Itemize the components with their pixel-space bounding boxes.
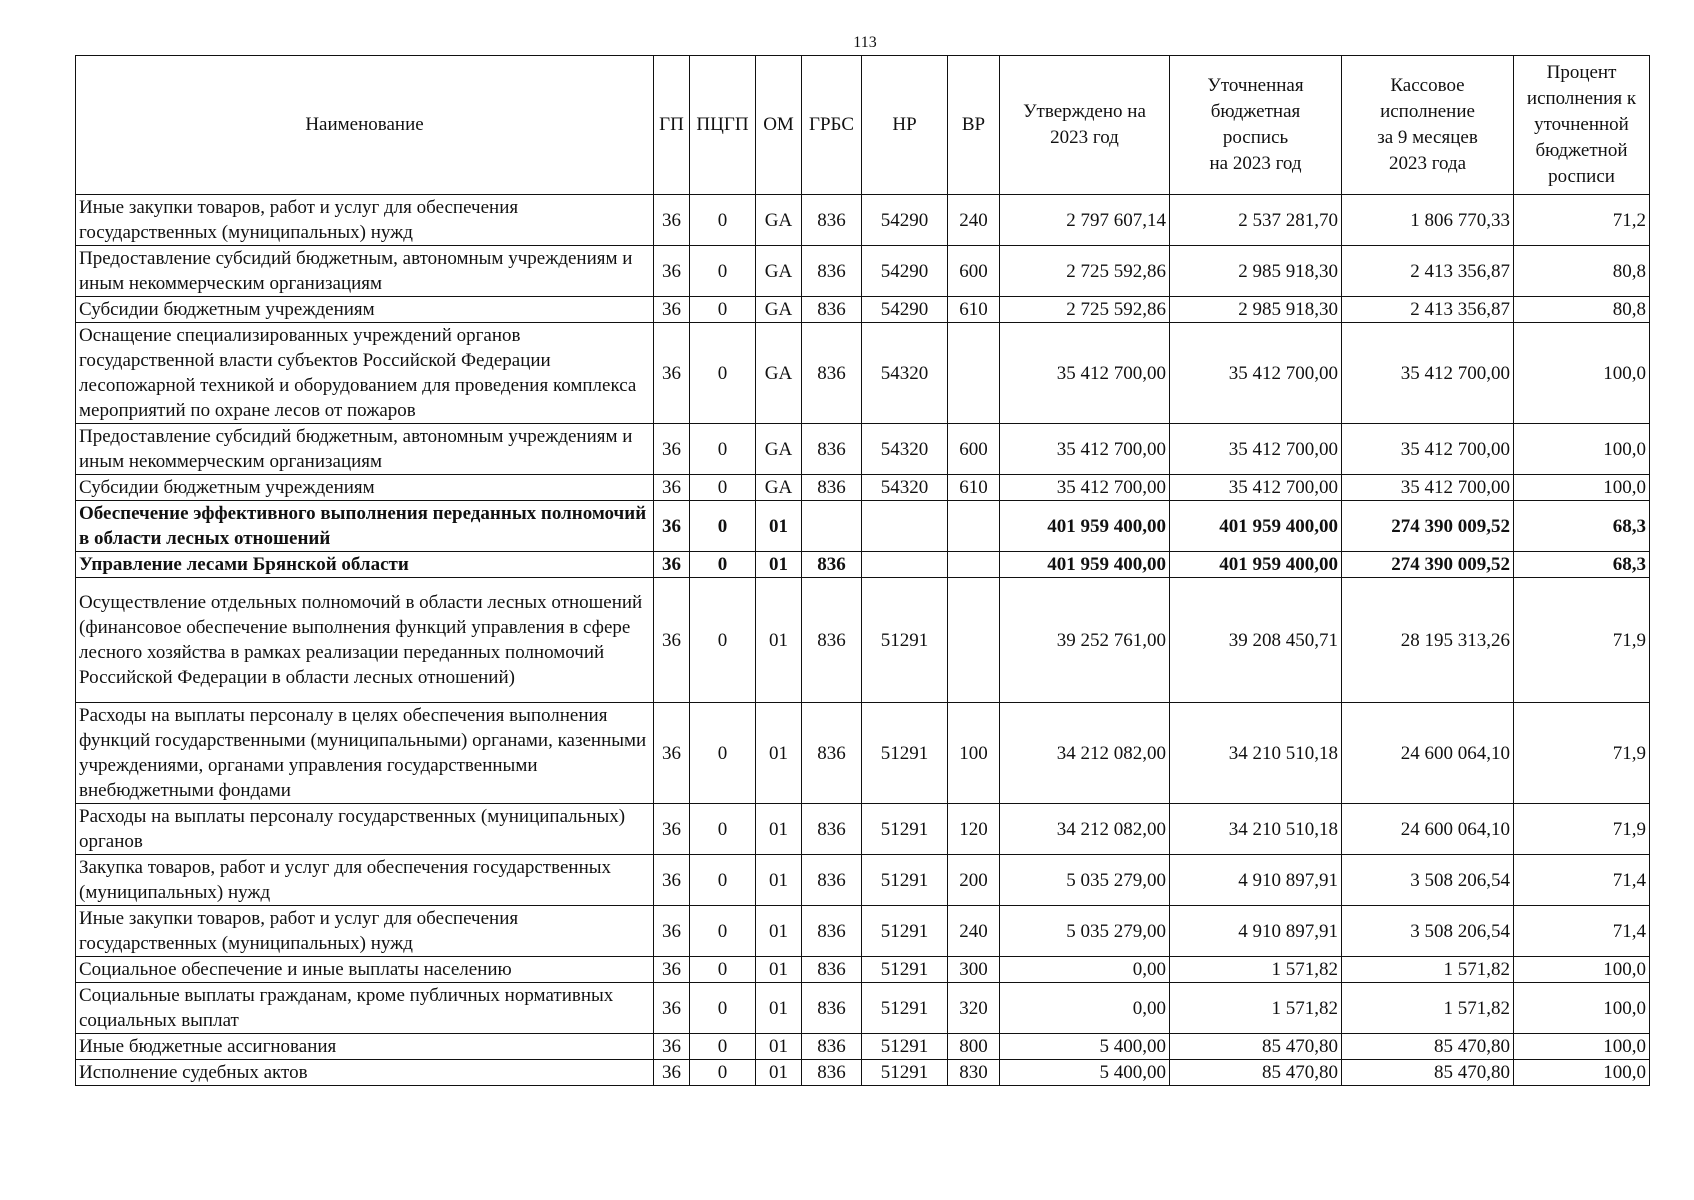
cell-ppgp: 0 xyxy=(690,475,756,501)
cell-percent: 100,0 xyxy=(1514,983,1650,1034)
cell-om: 01 xyxy=(756,501,802,552)
cell-np: 54290 xyxy=(862,297,948,323)
cell-grbs: 836 xyxy=(802,1060,862,1086)
cell-ppgp: 0 xyxy=(690,855,756,906)
table-row xyxy=(76,906,1650,957)
cell-grbs: 836 xyxy=(802,552,862,578)
cell-name: Исполнение судебных актов xyxy=(76,1060,654,1086)
cell-gp: 36 xyxy=(654,804,690,855)
cell-approved: 2 797 607,14 xyxy=(1000,195,1170,246)
cell-approved: 35 412 700,00 xyxy=(1000,323,1170,424)
cell-approved: 2 725 592,86 xyxy=(1000,297,1170,323)
cell-grbs: 836 xyxy=(802,297,862,323)
cell-refined: 2 537 281,70 xyxy=(1170,195,1342,246)
header-refined-line: роспись xyxy=(1222,127,1289,148)
cell-ppgp: 0 xyxy=(690,552,756,578)
cell-vr xyxy=(948,501,1000,552)
header-approved-line: Утверждено на xyxy=(1023,101,1146,122)
table-row xyxy=(76,957,1650,983)
cell-np: 51291 xyxy=(862,855,948,906)
table-row xyxy=(76,1060,1650,1086)
header-cash-line: за 9 месяцев xyxy=(1377,127,1478,148)
cell-approved: 0,00 xyxy=(1000,983,1170,1034)
cell-vr: 600 xyxy=(948,246,1000,297)
cell-approved: 39 252 761,00 xyxy=(1000,578,1170,703)
cell-om: 01 xyxy=(756,804,802,855)
table-row xyxy=(76,804,1650,855)
cell-name: Иные закупки товаров, работ и услуг для обеспечения государственных (муниципальных) нужд xyxy=(76,906,654,957)
cell-approved: 5 035 279,00 xyxy=(1000,855,1170,906)
cell-cash: 274 390 009,52 xyxy=(1342,552,1514,578)
cell-grbs xyxy=(802,501,862,552)
header-refined-line: бюджетная xyxy=(1210,101,1301,122)
cell-grbs: 836 xyxy=(802,195,862,246)
cell-vr: 320 xyxy=(948,983,1000,1034)
cell-ppgp: 0 xyxy=(690,424,756,475)
cell-approved: 5 400,00 xyxy=(1000,1034,1170,1060)
cell-approved: 35 412 700,00 xyxy=(1000,475,1170,501)
cell-ppgp: 0 xyxy=(690,323,756,424)
cell-approved: 401 959 400,00 xyxy=(1000,501,1170,552)
cell-om: 01 xyxy=(756,855,802,906)
cell-percent: 71,2 xyxy=(1514,195,1650,246)
cell-gp: 36 xyxy=(654,983,690,1034)
cell-refined: 85 470,80 xyxy=(1170,1034,1342,1060)
header-approved xyxy=(1000,56,1170,195)
header-percent-line: исполнения к xyxy=(1526,88,1637,109)
cell-cash: 2 413 356,87 xyxy=(1342,297,1514,323)
cell-percent: 100,0 xyxy=(1514,1034,1650,1060)
cell-name: Социальное обеспечение и иные выплаты населению xyxy=(76,957,654,983)
cell-gp: 36 xyxy=(654,703,690,804)
table-row xyxy=(76,578,1650,703)
cell-vr xyxy=(948,323,1000,424)
cell-name: Иные бюджетные ассигнования xyxy=(76,1034,654,1060)
cell-percent: 100,0 xyxy=(1514,475,1650,501)
cell-om: GA xyxy=(756,246,802,297)
cell-gp: 36 xyxy=(654,475,690,501)
cell-om: GA xyxy=(756,475,802,501)
header-refined-line: Уточненная xyxy=(1207,75,1304,96)
cell-np: 51291 xyxy=(862,906,948,957)
cell-np: 54320 xyxy=(862,475,948,501)
cell-vr: 830 xyxy=(948,1060,1000,1086)
table-row xyxy=(76,855,1650,906)
header-percent-line: уточненной xyxy=(1534,114,1629,135)
cell-grbs: 836 xyxy=(802,983,862,1034)
cell-vr: 600 xyxy=(948,424,1000,475)
header-gp: ГП xyxy=(654,56,690,195)
cell-vr: 100 xyxy=(948,703,1000,804)
cell-cash: 3 508 206,54 xyxy=(1342,906,1514,957)
cell-refined: 1 571,82 xyxy=(1170,957,1342,983)
cell-vr: 300 xyxy=(948,957,1000,983)
cell-ppgp: 0 xyxy=(690,1034,756,1060)
cell-np: 51291 xyxy=(862,578,948,703)
table-row xyxy=(76,552,1650,578)
cell-gp: 36 xyxy=(654,957,690,983)
cell-ppgp: 0 xyxy=(690,578,756,703)
cell-refined: 2 985 918,30 xyxy=(1170,246,1342,297)
cell-name: Социальные выплаты гражданам, кроме публичных нормативных социальных выплат xyxy=(76,983,654,1034)
header-refined xyxy=(1170,56,1342,195)
cell-name: Осуществление отдельных полномочий в области лесных отношений (финансовое обеспечение выполнения функций управления в сфере лесного хозяйства в рамках реализации переданных полномочий Российской Федерации в области лесных отношений) xyxy=(76,578,654,703)
cell-refined: 1 571,82 xyxy=(1170,983,1342,1034)
cell-percent: 68,3 xyxy=(1514,552,1650,578)
cell-vr: 240 xyxy=(948,195,1000,246)
cell-refined: 2 985 918,30 xyxy=(1170,297,1342,323)
cell-cash: 3 508 206,54 xyxy=(1342,855,1514,906)
header-percent-line: росписи xyxy=(1548,166,1615,187)
cell-np: 54320 xyxy=(862,323,948,424)
cell-vr: 240 xyxy=(948,906,1000,957)
cell-cash: 1 571,82 xyxy=(1342,983,1514,1034)
cell-approved: 35 412 700,00 xyxy=(1000,424,1170,475)
cell-grbs: 836 xyxy=(802,578,862,703)
cell-name: Расходы на выплаты персоналу в целях обеспечения выполнения функций государственными (муниципальными) органами, казенными учреждениями, органами управления государственными внебюджетными фондами xyxy=(76,703,654,804)
cell-gp: 36 xyxy=(654,1034,690,1060)
cell-om: 01 xyxy=(756,1034,802,1060)
cell-approved: 0,00 xyxy=(1000,957,1170,983)
header-row xyxy=(76,56,1650,195)
cell-vr: 200 xyxy=(948,855,1000,906)
cell-np: 51291 xyxy=(862,983,948,1034)
cell-grbs: 836 xyxy=(802,424,862,475)
cell-name: Иные закупки товаров, работ и услуг для обеспечения государственных (муниципальных) нужд xyxy=(76,195,654,246)
table-row xyxy=(76,297,1650,323)
cell-om: 01 xyxy=(756,906,802,957)
cell-gp: 36 xyxy=(654,855,690,906)
cell-grbs: 836 xyxy=(802,957,862,983)
cell-name: Субсидии бюджетным учреждениям xyxy=(76,475,654,501)
cell-gp: 36 xyxy=(654,906,690,957)
header-cash-line: исполнение xyxy=(1380,101,1475,122)
cell-np xyxy=(862,501,948,552)
cell-refined: 4 910 897,91 xyxy=(1170,855,1342,906)
cell-gp: 36 xyxy=(654,1060,690,1086)
cell-np xyxy=(862,552,948,578)
cell-cash: 1 571,82 xyxy=(1342,957,1514,983)
cell-vr: 610 xyxy=(948,297,1000,323)
cell-cash: 274 390 009,52 xyxy=(1342,501,1514,552)
cell-vr: 610 xyxy=(948,475,1000,501)
cell-gp: 36 xyxy=(654,246,690,297)
cell-approved: 34 212 082,00 xyxy=(1000,804,1170,855)
cell-ppgp: 0 xyxy=(690,246,756,297)
cell-cash: 35 412 700,00 xyxy=(1342,475,1514,501)
cell-ppgp: 0 xyxy=(690,195,756,246)
cell-approved: 5 400,00 xyxy=(1000,1060,1170,1086)
cell-name: Расходы на выплаты персоналу государственных (муниципальных) органов xyxy=(76,804,654,855)
cell-name: Предоставление субсидий бюджетным, автономным учреждениям и иным некоммерческим организациям xyxy=(76,246,654,297)
cell-refined: 85 470,80 xyxy=(1170,1060,1342,1086)
cell-om: 01 xyxy=(756,1060,802,1086)
header-refined-line: на 2023 год xyxy=(1209,153,1302,174)
cell-cash: 24 600 064,10 xyxy=(1342,804,1514,855)
cell-gp: 36 xyxy=(654,297,690,323)
cell-grbs: 836 xyxy=(802,855,862,906)
cell-np: 51291 xyxy=(862,804,948,855)
header-percent xyxy=(1514,56,1650,195)
cell-percent: 71,4 xyxy=(1514,855,1650,906)
cell-approved: 5 035 279,00 xyxy=(1000,906,1170,957)
cell-name: Оснащение специализированных учреждений органов государственной власти субъектов Российской Федерации лесопожарной техникой и оборудованием для проведения комплекса мероприятий по охране лесов от пожаров xyxy=(76,323,654,424)
cell-vr: 800 xyxy=(948,1034,1000,1060)
cell-cash: 35 412 700,00 xyxy=(1342,323,1514,424)
cell-refined: 39 208 450,71 xyxy=(1170,578,1342,703)
cell-om: GA xyxy=(756,323,802,424)
cell-ppgp: 0 xyxy=(690,804,756,855)
cell-om: GA xyxy=(756,297,802,323)
cell-refined: 35 412 700,00 xyxy=(1170,323,1342,424)
cell-ppgp: 0 xyxy=(690,957,756,983)
cell-ppgp: 0 xyxy=(690,703,756,804)
cell-percent: 71,9 xyxy=(1514,804,1650,855)
header-cash-line: 2023 года xyxy=(1388,153,1467,174)
table-row xyxy=(76,323,1650,424)
table-row xyxy=(76,195,1650,246)
cell-refined: 401 959 400,00 xyxy=(1170,552,1342,578)
cell-om: 01 xyxy=(756,957,802,983)
cell-name: Обеспечение эффективного выполнения переданных полномочий в области лесных отношений xyxy=(76,501,654,552)
header-name: Наименование xyxy=(76,56,654,195)
cell-vr: 120 xyxy=(948,804,1000,855)
header-cash xyxy=(1342,56,1514,195)
cell-np: 54320 xyxy=(862,424,948,475)
cell-name: Закупка товаров, работ и услуг для обеспечения государственных (муниципальных) нужд xyxy=(76,855,654,906)
table-row xyxy=(76,246,1650,297)
cell-percent: 71,9 xyxy=(1514,578,1650,703)
cell-refined: 401 959 400,00 xyxy=(1170,501,1342,552)
cell-grbs: 836 xyxy=(802,246,862,297)
cell-om: 01 xyxy=(756,578,802,703)
cell-approved: 34 212 082,00 xyxy=(1000,703,1170,804)
cell-gp: 36 xyxy=(654,424,690,475)
cell-name: Предоставление субсидий бюджетным, автономным учреждениям и иным некоммерческим организациям xyxy=(76,424,654,475)
cell-percent: 100,0 xyxy=(1514,957,1650,983)
cell-om: 01 xyxy=(756,983,802,1034)
cell-grbs: 836 xyxy=(802,906,862,957)
cell-refined: 35 412 700,00 xyxy=(1170,475,1342,501)
cell-ppgp: 0 xyxy=(690,983,756,1034)
cell-vr xyxy=(948,552,1000,578)
header-approved-line: 2023 год xyxy=(1050,127,1119,148)
cell-cash: 28 195 313,26 xyxy=(1342,578,1514,703)
cell-approved: 401 959 400,00 xyxy=(1000,552,1170,578)
header-np: НР xyxy=(862,56,948,195)
table-row xyxy=(76,703,1650,804)
cell-refined: 4 910 897,91 xyxy=(1170,906,1342,957)
cell-np: 51291 xyxy=(862,703,948,804)
cell-percent: 71,4 xyxy=(1514,906,1650,957)
cell-om: GA xyxy=(756,195,802,246)
cell-refined: 34 210 510,18 xyxy=(1170,703,1342,804)
cell-approved: 2 725 592,86 xyxy=(1000,246,1170,297)
budget-table xyxy=(75,55,1650,1086)
cell-grbs: 836 xyxy=(802,804,862,855)
table-row xyxy=(76,475,1650,501)
header-om: ОМ xyxy=(756,56,802,195)
cell-grbs: 836 xyxy=(802,475,862,501)
cell-om: 01 xyxy=(756,703,802,804)
cell-np: 51291 xyxy=(862,1060,948,1086)
cell-cash: 85 470,80 xyxy=(1342,1034,1514,1060)
cell-cash: 24 600 064,10 xyxy=(1342,703,1514,804)
cell-ppgp: 0 xyxy=(690,906,756,957)
table-row xyxy=(76,424,1650,475)
cell-name: Субсидии бюджетным учреждениям xyxy=(76,297,654,323)
cell-ppgp: 0 xyxy=(690,1060,756,1086)
header-cash-line: Кассовое xyxy=(1390,75,1465,96)
cell-percent: 100,0 xyxy=(1514,1060,1650,1086)
cell-cash: 1 806 770,33 xyxy=(1342,195,1514,246)
page-number: 113 xyxy=(853,34,877,51)
cell-om: GA xyxy=(756,424,802,475)
cell-grbs: 836 xyxy=(802,323,862,424)
cell-name: Управление лесами Брянской области xyxy=(76,552,654,578)
cell-percent: 100,0 xyxy=(1514,424,1650,475)
cell-percent: 68,3 xyxy=(1514,501,1650,552)
cell-cash: 85 470,80 xyxy=(1342,1060,1514,1086)
cell-percent: 71,9 xyxy=(1514,703,1650,804)
cell-np: 51291 xyxy=(862,957,948,983)
table-row xyxy=(76,501,1650,552)
header-grbs: ГРБС xyxy=(802,56,862,195)
cell-gp: 36 xyxy=(654,578,690,703)
cell-ppgp: 0 xyxy=(690,501,756,552)
cell-gp: 36 xyxy=(654,195,690,246)
table-row xyxy=(76,983,1650,1034)
cell-np: 54290 xyxy=(862,246,948,297)
cell-percent: 100,0 xyxy=(1514,323,1650,424)
cell-gp: 36 xyxy=(654,552,690,578)
cell-refined: 34 210 510,18 xyxy=(1170,804,1342,855)
header-percent-line: Процент xyxy=(1546,62,1617,83)
cell-gp: 36 xyxy=(654,323,690,424)
cell-gp: 36 xyxy=(654,501,690,552)
table-row xyxy=(76,1034,1650,1060)
cell-percent: 80,8 xyxy=(1514,246,1650,297)
cell-om: 01 xyxy=(756,552,802,578)
cell-ppgp: 0 xyxy=(690,297,756,323)
header-ppgp: ПЦГП xyxy=(690,56,756,195)
header-percent-line: бюджетной xyxy=(1535,140,1628,161)
cell-grbs: 836 xyxy=(802,1034,862,1060)
cell-vr xyxy=(948,578,1000,703)
cell-cash: 35 412 700,00 xyxy=(1342,424,1514,475)
cell-np: 51291 xyxy=(862,1034,948,1060)
cell-grbs: 836 xyxy=(802,703,862,804)
cell-cash: 2 413 356,87 xyxy=(1342,246,1514,297)
cell-percent: 80,8 xyxy=(1514,297,1650,323)
cell-np: 54290 xyxy=(862,195,948,246)
cell-refined: 35 412 700,00 xyxy=(1170,424,1342,475)
header-vr: ВР xyxy=(948,56,1000,195)
